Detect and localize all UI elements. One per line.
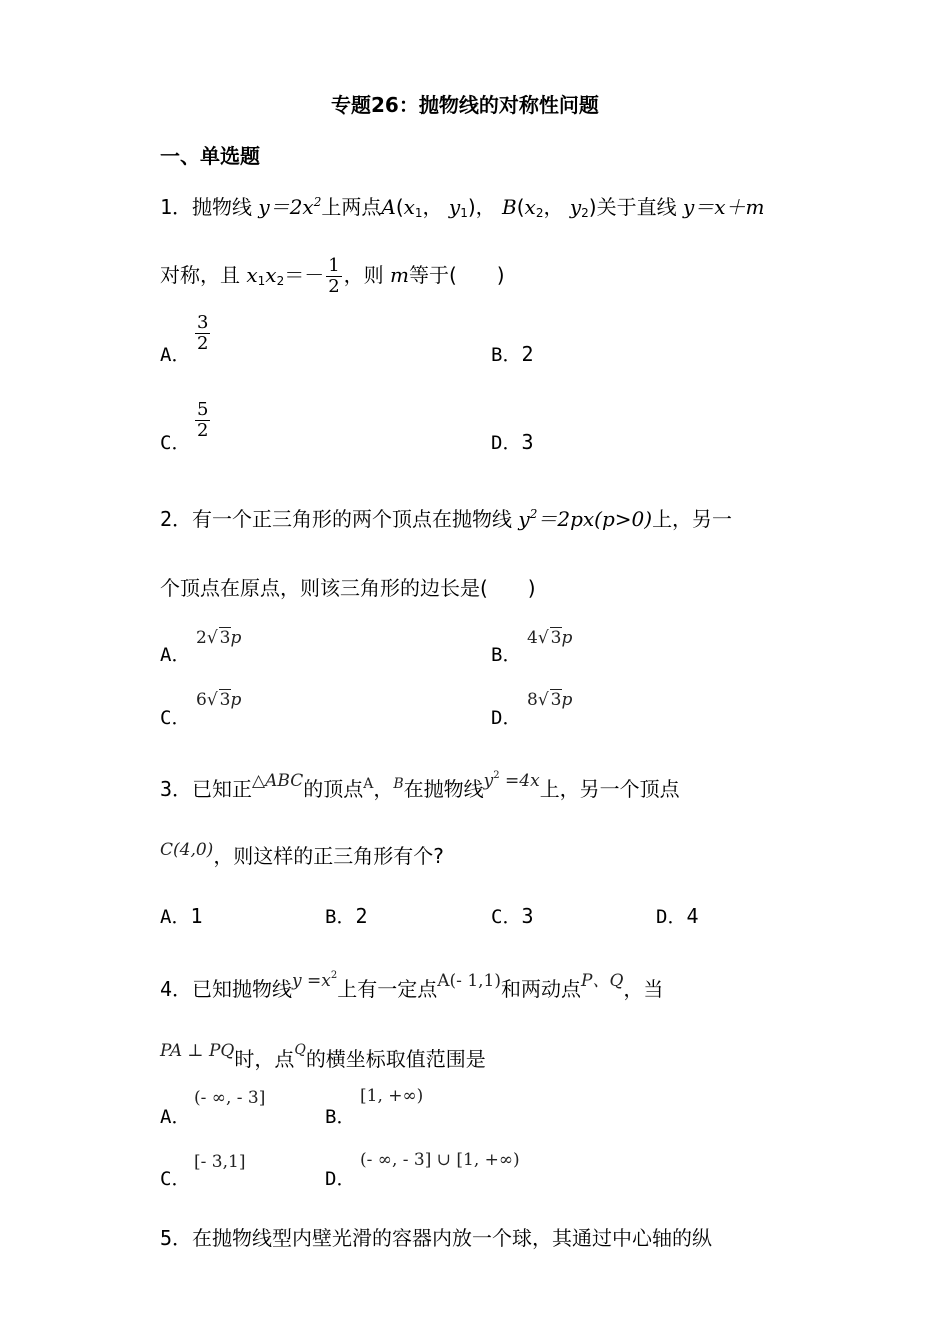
q1-option-a-value: $\frac{3}{2}$ [197,312,209,354]
q4-line1: 4．已知抛物线$^{y =x^2}$上有一定点$^{A(- 1,1)}$和两动点$^{P、Q}$，当 [160,970,664,1001]
q1-parabola-eq: $y=2x^2$ [258,195,322,219]
q1-line2: 对称，且 $x_1x_2=-$ $\frac{1}{2}$ ，则 m等于( ) [160,255,505,297]
q3-option-a[interactable]: A．1 [160,904,203,928]
q4-line2: $^{PA \perp PQ}$时，点$^Q$的横坐标取值范围是 [160,1041,486,1071]
q2-parabola-eq: $y^2=2px(p>0)$ [518,507,653,531]
q1-option-d[interactable]: D．3 [491,430,534,454]
section-heading: 一、单选题 [160,144,260,168]
q3-option-d[interactable]: D．4 [656,904,699,928]
q3-line1: 3．已知正$^{\triangle ABC}$的顶点$^A$，$^B$在抛物线$^{y^2 =4x}$上，另一个顶点 [160,770,680,801]
q2-option-b[interactable]: B． [491,644,522,666]
q2-option-a[interactable]: A． [160,644,191,666]
q2-line2: 个顶点在原点，则该三角形的边长是( ) [160,576,536,600]
q4-option-a[interactable]: A． [160,1106,191,1128]
q5-line1: 5．在抛物线型内壁光滑的容器内放一个球，其通过中心轴的纵 [160,1226,713,1250]
q2-option-d-value: 8√ 3p [527,690,573,710]
q1-line1: 1．抛物线 $y=2x^2$上两点$A(x_1$， $y_1$)， $B(x_2$， $y_2$)关于直线 y＝x＋m [160,195,765,220]
q2-line1: 2．有一个正三角形的两个顶点在抛物线 $y^2=2px(p>0)$上，另一 [160,507,733,531]
q4-option-a-value: (- ∞, - 3] [194,1088,266,1108]
q2-option-b-value: 4√ 3p [527,628,573,648]
q4-option-c-value: [- 3,1] [194,1152,246,1172]
q1-option-c[interactable]: C． [160,432,191,454]
q3-option-b[interactable]: B．2 [325,904,368,928]
q3-line2: $^{C(4,0)}$，则这样的正三角形有个? [160,840,444,868]
q1-option-b[interactable]: B．2 [491,342,534,366]
q1-option-c-value: $\frac{5}{2}$ [197,399,209,441]
q1-number: 1． [160,195,193,219]
q3-option-c[interactable]: C．3 [491,904,534,928]
q2-option-a-value: 2√ 3p [196,628,242,648]
q4-option-b-value: [1, +∞) [360,1086,424,1106]
q4-option-b[interactable]: B． [325,1106,356,1128]
page-title: 专题26：抛物线的对称性问题 [331,93,599,117]
q1-fraction: $\frac{1}{2}$ [328,255,340,297]
q1-line-eq: y＝x＋m [682,195,765,219]
q1-text: 抛物线 [192,195,253,219]
q4-option-d-value: (- ∞, - 3] ∪ [1, +∞) [360,1150,520,1170]
q2-option-c[interactable]: C． [160,707,191,729]
q4-option-c[interactable]: C． [160,1168,191,1190]
q1-option-a[interactable]: A． [160,344,191,366]
q2-option-d[interactable]: D． [491,707,522,729]
q2-option-c-value: 6√ 3p [196,690,242,710]
q4-option-d[interactable]: D． [325,1168,356,1190]
